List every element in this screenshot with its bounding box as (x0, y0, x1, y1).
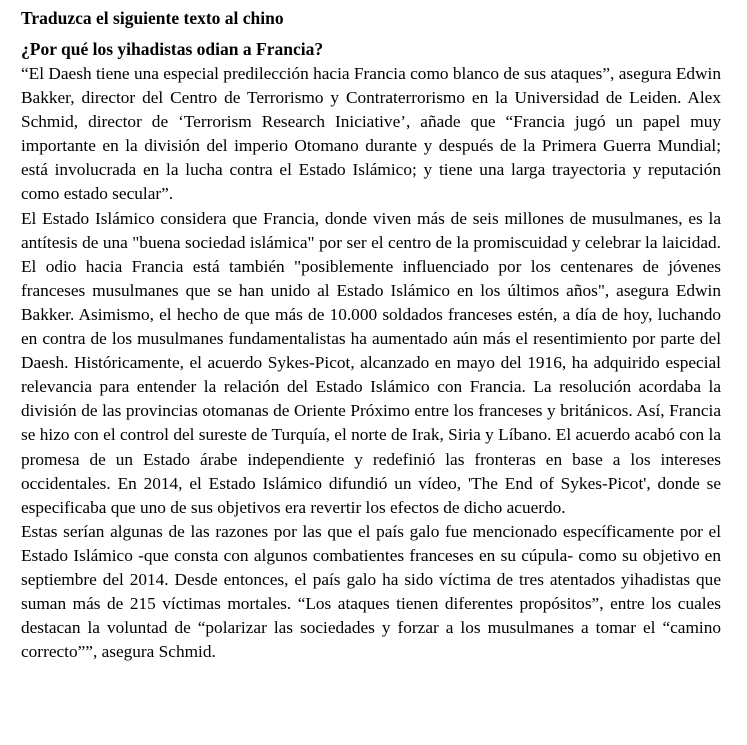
paragraph-reasons: Estas serían algunas de las razones por las que el país galo fue mencionado específicamente por el Estado Islámico -que consta con algunos combatientes franceses en su cúpula- como su objetivo en septiembre del 2014. Desde entonces, el país galo ha sido víctima de tres atentados yihadistas que suman más de 215 víctimas mortales. “Los ataques tienen diferentes propósitos”, entre los cuales destacan la voluntad de “polarizar las sociedades y forzar a los musulmanes a tomar el “camino correcto””, asegura Schmid. (21, 521, 721, 662)
article-title: ¿Por qué los yihadistas odian a Francia? (21, 39, 324, 59)
paragraph-intro: “El Daesh tiene una especial predilección hacia Francia como blanco de sus ataques”, asegura Edwin Bakker, director del Centro de Terrorismo y Contraterrorismo en la Universidad de Leiden. Alex Schmid, director de ‘Terrorism Research Iniciative’, añade que “Francia jugó un papel muy importante en la división del imperio Otomano durante y después de la Primera Guerra Mundial; está involucrada en la lucha contra el Estado Islámico; y tiene una larga trayectoria y reputación como estado secular”. (21, 64, 721, 204)
instruction-heading: Traduzca el siguiente texto al chino (21, 8, 284, 28)
paragraph-background: El Estado Islámico considera que Francia, donde viven más de seis millones de musulmanes, es la antítesis de una "buena sociedad islámica" por ser el centro de la promiscuidad y celebrar la laicidad. El odio hacia Francia está también "posiblemente influenciado por los centenares de jóvenes franceses musulmanes que se han unido al Estado Islámico en los últimos años", asegura Edwin Bakker. Asimismo, el hecho de que más de 10.000 soldados franceses estén, a día de hoy, luchando en contra de los musulmanes fundamentalistas ha aumentado aún más el resentimiento por parte del Daesh. Históricamente, el acuerdo Sykes-Picot, alcanzado en mayo del 1916, ha adquirido especial relevancia para entender la relación del Estado Islámico con Francia. La resolución acordaba la división de las provincias otomanas de Oriente Próximo entre los franceses y británicos. Así, Francia se hizo con el control del sureste de Turquía, el norte de Irak, Siria y Líbano. El acuerdo acabó con la promesa de un Estado árabe independiente y redefinió las fronteras en base a los intereses occidentales. En 2014, el Estado Islámico difundió un vídeo, 'The End of Sykes-Picot', donde se especificaba que uno de sus objetivos era revertir los efectos de dicho acuerdo. (21, 208, 721, 517)
document-page (21, 6, 721, 664)
